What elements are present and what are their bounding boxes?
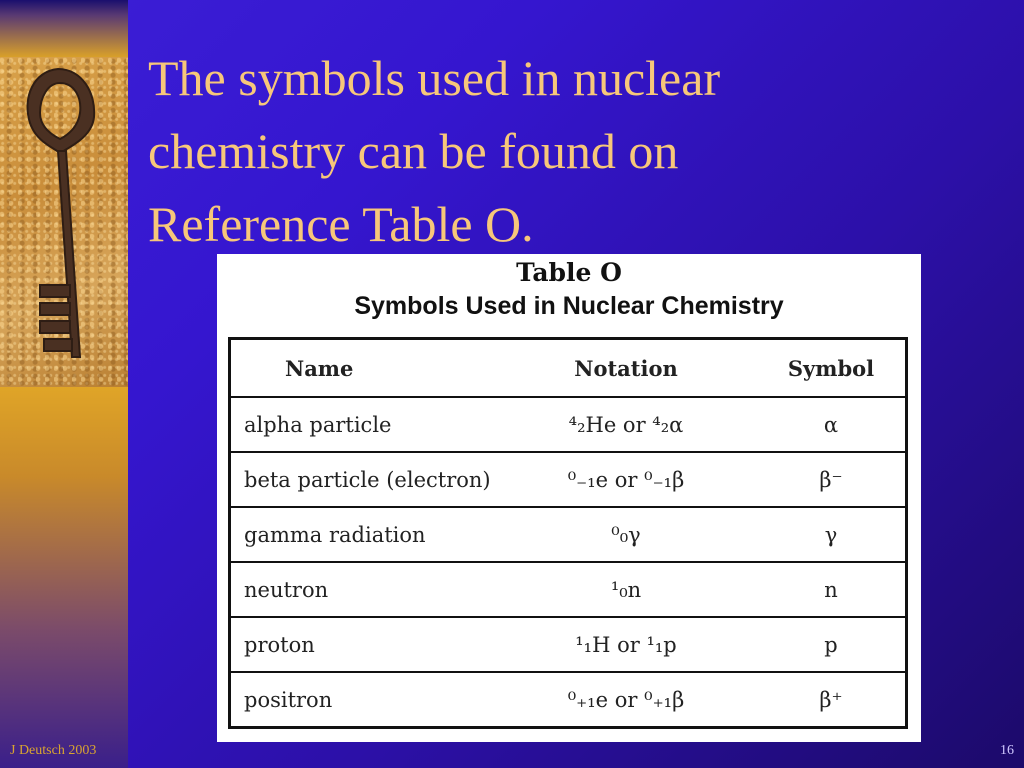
particle-symbol: β⁺: [819, 687, 843, 712]
table-heading: Table O: [516, 258, 622, 287]
table-row: [231, 396, 905, 451]
footer-author: J Deutsch 2003: [10, 743, 97, 758]
particle-notation: ⁰₋₁e or ⁰₋₁β: [567, 467, 685, 492]
particle-symbol: β⁻: [819, 467, 843, 492]
slide-number: 16: [1000, 743, 1014, 758]
particle-notation: ⁴₂He or ⁴₂α: [568, 412, 684, 437]
particle-symbol: n: [824, 577, 838, 602]
particle-name: beta particle (electron): [244, 467, 491, 492]
particle-name: positron: [244, 687, 333, 712]
particle-notation: ⁰₀γ: [611, 522, 641, 547]
particle-name: gamma radiation: [244, 522, 426, 547]
particle-name: neutron: [244, 577, 329, 602]
reference-table-o: [217, 254, 921, 742]
particle-notation: ¹₁H or ¹₁p: [575, 632, 677, 657]
key-photo: [0, 57, 128, 387]
particle-notation: ⁰₊₁e or ⁰₊₁β: [567, 687, 685, 712]
table-row: [231, 671, 905, 726]
column-header-notation: Notation: [574, 355, 678, 381]
column-header-symbol: Symbol: [787, 355, 875, 381]
particle-notation: ¹₀n: [610, 577, 642, 602]
symbols-table: [228, 337, 908, 729]
table-header-row: [231, 340, 905, 396]
table-subheading: Symbols Used in Nuclear Chemistry: [354, 292, 784, 320]
slide-title: The symbols used in nuclear chemistry can be found on Reference Table O.: [148, 50, 721, 252]
particle-name: proton: [244, 632, 315, 657]
table-row: [231, 451, 905, 506]
table-row: [231, 616, 905, 671]
column-header-name: Name: [285, 355, 354, 381]
particle-name: alpha particle: [244, 412, 392, 437]
table-row: [231, 506, 905, 561]
particle-symbol: γ: [824, 522, 838, 547]
table-row: [231, 561, 905, 616]
particle-symbol: p: [824, 632, 838, 657]
particle-symbol: α: [823, 412, 839, 437]
key-icon: [0, 57, 128, 387]
